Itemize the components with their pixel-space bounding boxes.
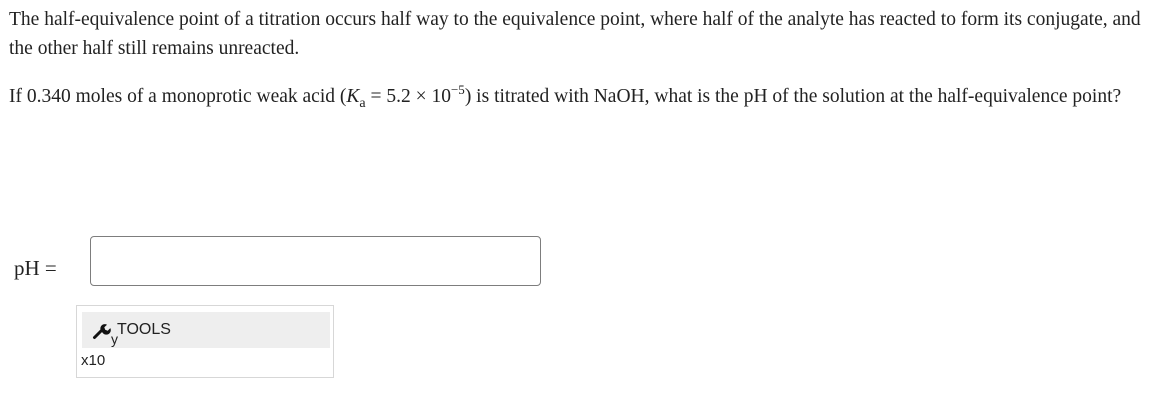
ka-symbol: K: [346, 86, 360, 107]
tools-panel: [76, 305, 334, 378]
tools-button[interactable]: [82, 312, 330, 348]
question-prompt: [9, 82, 1154, 113]
wrench-icon: [92, 320, 112, 340]
ph-label: pH =: [14, 256, 57, 280]
ka-subscript: a: [359, 96, 366, 111]
question-intro: The half-equivalence point of a titration occurs half way to the equivalence point, where half of the analyte has reacted to form its conjugate, and the other half still remains unreacted.: [9, 9, 1141, 59]
question-text: [9, 5, 1154, 113]
ka-equals: = 5.2 × 10: [365, 86, 451, 107]
prompt-before: If 0.340 moles of a monoprotic weak acid (: [9, 86, 347, 107]
subscript-y: y: [111, 331, 118, 347]
ka-exponent: −5: [450, 82, 465, 97]
ph-answer-input[interactable]: [90, 236, 541, 286]
x10-button[interactable]: x10: [81, 352, 106, 369]
tools-label: TOOLS: [117, 321, 171, 338]
prompt-after: ) is titrated with NaOH, what is the pH of the solution at the half-equivalence point?: [464, 86, 1122, 107]
